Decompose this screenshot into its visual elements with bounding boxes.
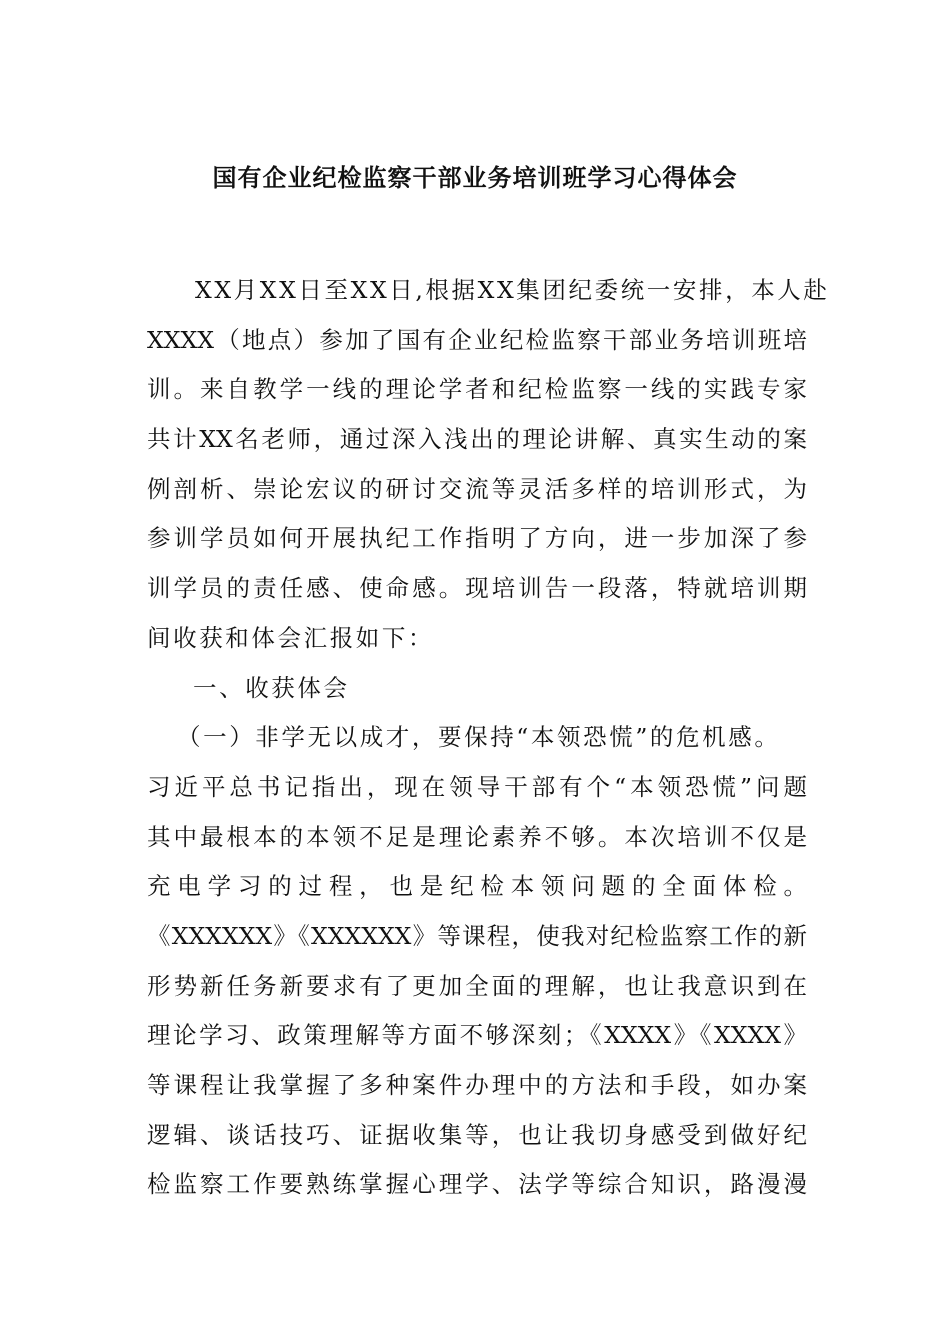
paragraph-line: 参训学员如何开展执纪工作指明了方向，进一步加深了参 [147,524,807,553]
paragraph-line: 训学员的责任感、使命感。现培训告一段落，特就培训期 [147,574,807,603]
paragraph-line: 形势新任务新要求有了更加全面的理解，也让我意识到在 [147,971,807,1000]
paragraph-line: 训。来自教学一线的理论学者和纪检监察一线的实践专家 [147,375,807,404]
paragraph-line: 逻辑、谈话技巧、证据收集等，也让我切身感受到做好纪 [147,1120,807,1149]
paragraph-line: 充电学习的过程，也是纪检本领问题的全面体检。 [147,872,807,901]
section-heading: 一、收获体会 [193,673,350,702]
paragraph-line: XX月XX日至XX日,根据XX集团纪委统一安排，本人赴 [195,276,830,304]
paragraph-line: 其中最根本的本领不足是理论素养不够。本次培训不仅是 [147,822,807,851]
paragraph-line: 《XXXXXX》《XXXXXX》等课程，使我对纪检监察工作的新 [147,921,807,950]
paragraph-line: 间收获和体会汇报如下： [147,623,435,652]
paragraph-line: 共计XX名老师，通过深入浅出的理论讲解、真实生动的案 [147,425,807,454]
paragraph-line: 例剖析、崇论宏议的研讨交流等灵活多样的培训形式，为 [147,474,807,503]
paragraph-line: XXXX（地点）参加了国有企业纪检监察干部业务培训班培 [147,325,807,354]
document-body [147,266,830,1210]
paragraph-line: 检监察工作要熟练掌握心理学、法学等综合知识，路漫漫 [147,1170,807,1199]
paragraph-line: 理论学习、政策理解等方面不够深刻；《XXXX》《XXXX》 [147,1021,807,1050]
subsection-heading: （一）非学无以成才，要保持“本领恐慌”的危机感。 [177,723,781,752]
document-title: 国有企业纪检监察干部业务培训班学习心得体会 [212,163,738,192]
paragraph-line: 等课程让我掌握了多种案件办理中的方法和手段，如办案 [147,1071,807,1099]
paragraph-line: 习近平总书记指出，现在领导干部有个“本领恐慌”问题 [147,772,807,801]
